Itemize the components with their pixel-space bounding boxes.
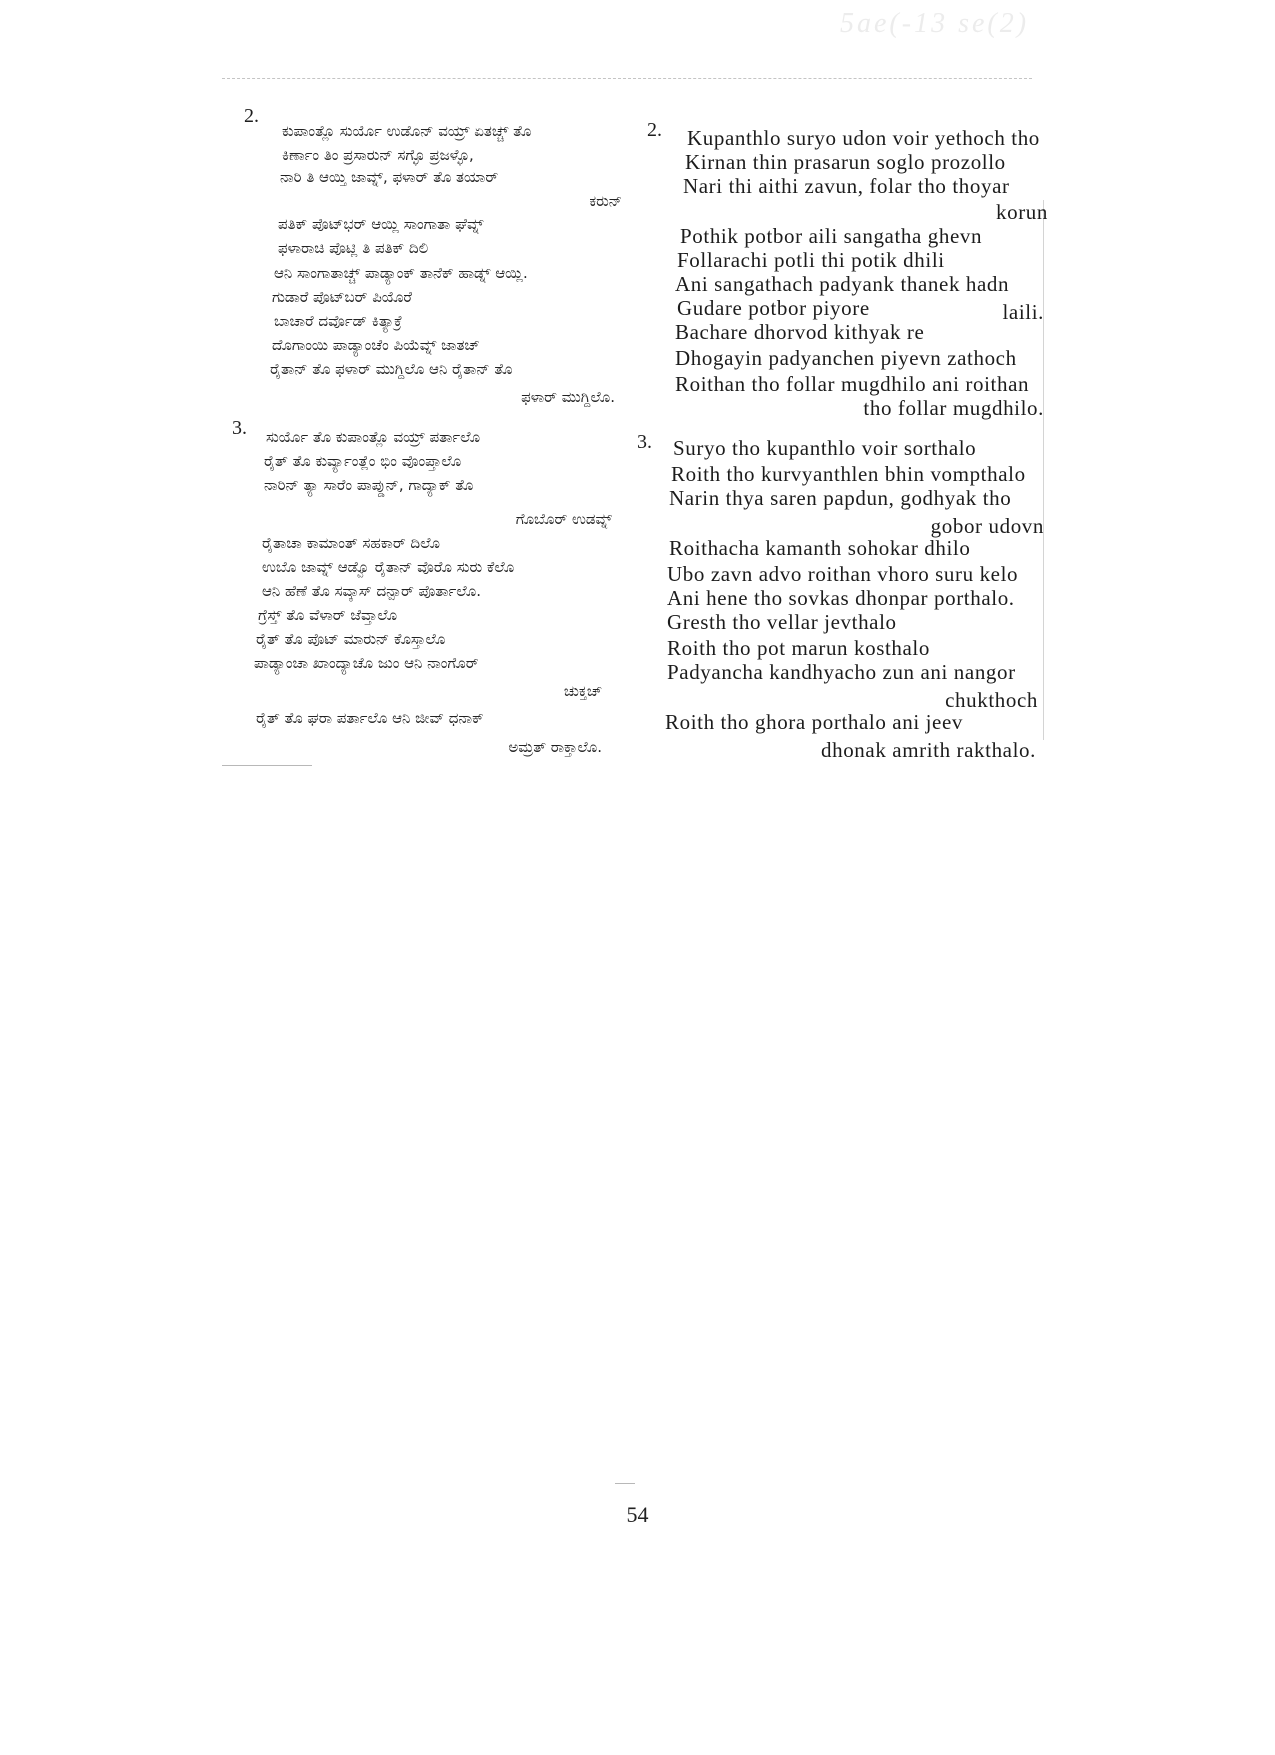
kannada-line: ಫಳಾರಾಚಿ ಪೊಟ್ಲಿ ತಿ ಪತಿಕ್ ದಿಲಿ — [278, 239, 429, 257]
transliteration-line: Padyancha kandhyacho zun ani nangor — [667, 660, 1016, 684]
transliteration-line: Ani hene tho sovkas dhonpar porthalo. — [667, 586, 1015, 610]
kannada-line: ಬಾಚಾರೆ ದರ್ವೊಡ್ ಕಿತ್ಯಾಕ್ರೆ — [274, 312, 403, 330]
transliteration-line: chukthoch — [945, 688, 1038, 712]
kannada-line: ಪತಿಕ್ ಪೊಟ್‌ಭರ್ ಆಯ್ಲಿ ಸಾಂಗಾತಾ ಘೆವ್ನ್ — [278, 215, 484, 233]
stanza-number: 2. — [647, 119, 662, 141]
transliteration-line: Nari thi aithi zavun, folar tho thoyar — [683, 174, 1010, 198]
transliteration-line: Dhogayin padyanchen piyevn zathoch — [675, 346, 1017, 370]
stanza-number: 2. — [244, 105, 259, 127]
transliteration-line: Gudare potbor piyore — [677, 296, 870, 320]
transliteration-line: Narin thya saren papdun, godhyak tho — [669, 486, 1012, 510]
transliteration-line: gobor udovn — [930, 514, 1044, 538]
kannada-line: ಸುರ್ಯೊ ತೊ ಕುಪಾಂತ್ಲೊ ವಯ್ರ್ ಪರ್ತಾಲೊ — [266, 428, 481, 446]
kannada-line: ಫಳಾರ್ ಮುಗ್ದಿಲೊ. — [521, 388, 615, 406]
kannada-line: ರೈತ್ ತೊ ಪೊಟ್ ಮಾರುನ್ ಕೊಸ್ತಾಲೊ — [256, 630, 446, 648]
faint-header-mark: 5ae(-13 se(2) — [840, 8, 1030, 39]
kannada-line: ಕರುನ್ — [589, 192, 622, 210]
kannada-line: ಚುಕ್ತಚ್ — [563, 682, 602, 700]
kannada-line: ರೈತ್ ತೊ ಕುರ್ವ್ಯಾಂತ್ಲೆಂ ಭಿಂ ವೊಂಪ್ತಾಲೊ — [264, 452, 462, 470]
page-number-rule — [615, 1483, 635, 1484]
transliteration-line: Ani sangathach padyank thanek hadn — [675, 272, 1010, 296]
kannada-line: ನಾರಿ ತಿ ಆಯ್ತಿ ಜಾವ್ನ್, ಫಳಾರ್ ತೊ ತಯಾರ್ — [280, 168, 499, 186]
kannada-line: ಗ್ರೆಸ್ತ್ ತೊ ವೆಳಾರ್ ಜೆವ್ತಾಲೊ — [258, 606, 398, 624]
kannada-line: ರೈತ್ ತೊ ಘರಾ ಪರ್ತಾಲೊ ಆನಿ ಜೀವ್ ಧನಾಕ್ — [256, 709, 484, 727]
kannada-line: ಅಮ್ರತ್ ರಾಕ್ತಾಲೊ. — [508, 738, 602, 756]
bottom-border-line — [222, 765, 312, 766]
kannada-line: ಗೊಬೊರ್ ಉಡವ್ನ್ — [515, 510, 612, 528]
kannada-line: ರೈತಾಚಾ ಕಾಮಾಂತ್ ಸಹಕಾರ್ ದಿಲೊ — [262, 534, 440, 552]
kannada-line: ಆನಿ ಸಾಂಗಾತಾಚ್ಚ್ ಪಾಡ್ಯಾಂಕ್ ತಾನೆಕ್ ಹಾಡ್ನ್ ಆಯ್ಲಿ. — [274, 264, 528, 282]
kannada-line: ಉಬೊ ಜಾವ್ನ್ ಆಡ್ವೊ ರೈತಾನ್ ವೊರೊ ಸುರು ಕೆಲೊ — [262, 558, 515, 576]
transliteration-line: Ubo zavn advo roithan vhoro suru kelo — [667, 562, 1019, 586]
transliteration-line: Bachare dhorvod kithyak re — [675, 320, 925, 344]
transliteration-line: Roithacha kamanth sohokar dhilo — [669, 536, 971, 560]
kannada-line: ದೊಗಾಂಯಿ ಪಾಡ್ಯಾಂಚೆಂ ಪಿಯೆವ್ನ್ ಜಾತಚ್ — [272, 336, 480, 354]
transliteration-line: Pothik potbor aili sangatha ghevn — [680, 224, 983, 248]
transliteration-line: Roith tho pot marun kosthalo — [667, 636, 930, 660]
kannada-line: ಕುಪಾಂತ್ಲೊ ಸುರ್ಯೊ ಉಡೊನ್ ವಯ್ರ್ ಏತಚ್ಚ್ ತೊ — [282, 122, 532, 140]
kannada-line: ಪಾಡ್ಯಾಂಚಾ ಖಾಂದ್ಯಾಚೊ ಜುಂ ಆನಿ ನಾಂಗೊರ್ — [254, 654, 479, 672]
transliteration-line: Gresth tho vellar jevthalo — [667, 610, 897, 634]
transliteration-line: Kupanthlo suryo udon voir yethoch tho — [687, 126, 1040, 150]
transliteration-line: tho follar mugdhilo. — [863, 396, 1044, 420]
transliteration-line: Kirnan thin prasarun soglo prozollo — [685, 150, 1006, 174]
kannada-line: ಕಿರ್ಣಾಂ ತಿಂ ಪ್ರಸಾರುನ್ ಸಗ್ಳೊ ಪ್ರಜಳ್ಳೊ, — [282, 146, 474, 164]
transliteration-line: Roith tho kurvyanthlen bhin vompthalo — [671, 462, 1026, 486]
transliteration-line: Roith tho ghora porthalo ani jeev — [665, 710, 963, 734]
transliteration-line: laili. — [1002, 300, 1044, 324]
transliteration-line: dhonak amrith rakthalo. — [821, 738, 1036, 762]
transliteration-line: Follarachi potli thi potik dhili — [677, 248, 945, 272]
kannada-line: ನಾರಿನ್ ತ್ಯಾ ಸಾರೆಂ ಪಾಪ್ಡುನ್, ಗಾದ್ಯಾಕ್ ತೊ — [264, 476, 474, 494]
kannada-line: ಗುಡಾರೆ ಪೊಟ್‌ಬರ್ ಪಿಯೊರೆ — [272, 288, 412, 306]
transliteration-line: korun — [996, 200, 1048, 224]
transliteration-line: Suryo tho kupanthlo voir sorthalo — [673, 436, 977, 460]
top-border-line — [222, 78, 1032, 79]
right-edge-line — [1043, 200, 1044, 740]
stanza-number: 3. — [232, 417, 247, 439]
page-number: 54 — [626, 1502, 649, 1527]
stanza-number: 3. — [637, 431, 652, 453]
kannada-line: ರೈತಾನ್ ತೊ ಫಳಾರ್ ಮುಗ್ದಿಲೊ ಆನಿ ರೈತಾನ್ ತೊ — [270, 360, 513, 378]
kannada-line: ಆನಿ ಹೆಣೆ ತೊ ಸವ್ಕಾಸ್ ದನ್ಪಾರ್ ಪೊರ್ತಾಲೊ. — [262, 582, 481, 600]
transliteration-line: Roithan tho follar mugdhilo ani roithan — [675, 372, 1030, 396]
